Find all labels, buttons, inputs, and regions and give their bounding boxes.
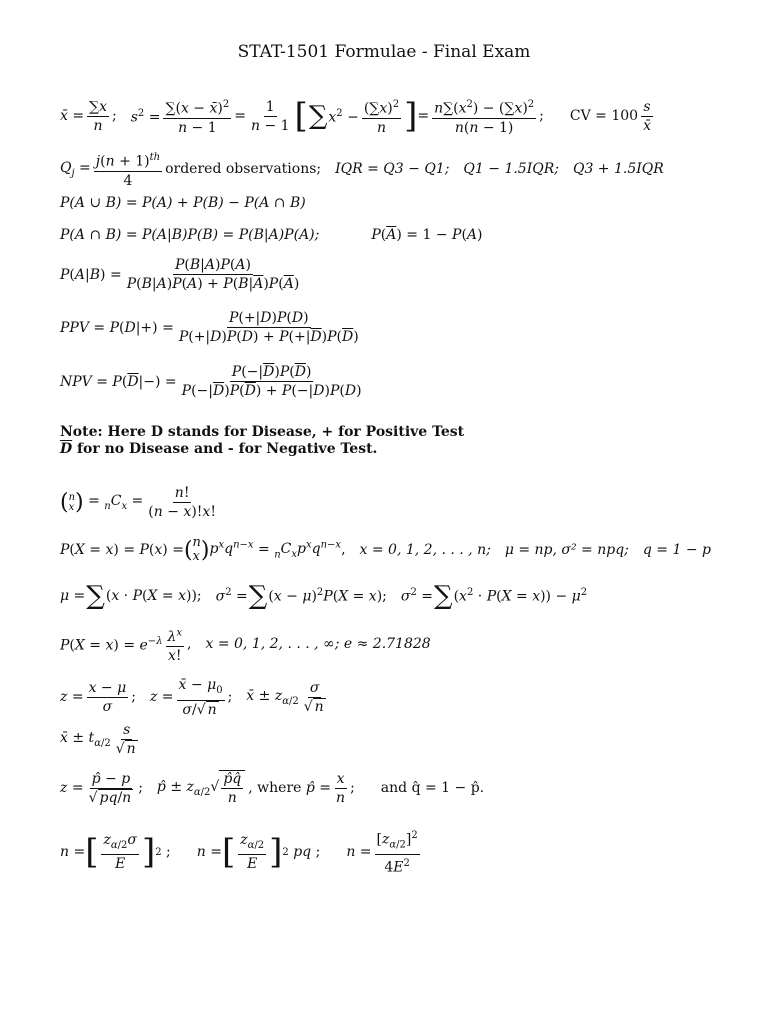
iqr-text: IQR = Q3 − Q1; [335, 161, 450, 178]
formula-poisson: $P(X = x) = e^{-\lambda}$ $\frac{\lambda^x}{x!}$ , x = 0, 1, 2, . . . , ∞; e ≈ 2.71828 [60, 627, 431, 664]
upper-fence-text: Q3 + 1.5IQR [572, 161, 664, 178]
formula-t-interval: x̄ ± $t_{\alpha/2}$ $\frac{s}{√ n}$ [60, 722, 136, 757]
formula-quartiles: $Q_j$ = $\frac{j(n + 1)^{th}}{4}$ ordered observations; IQR = Q3 − Q1; Q1 − 1.5IQR; Q3 + 1.5IQR [60, 152, 664, 189]
lower-fence-text: Q1 − 1.5IQR; [463, 161, 559, 178]
formula-sample-size: n = [ $\frac{z_{\alpha/2}\sigma}{E}$ ] 2 ; n = [ $\frac{z_{\alpha/2}}{E}$ ] 2 pq ; n = $\frac{[z_{\alpha/2}]^2}{4E^2}$ [60, 830, 418, 877]
formula-mean-variance: x̄ = $\frac{\sum x}{n}$ ; $s^2$ = $\frac{\sum(x - x̄)^2}{n - 1}$ = $\frac{1}{n - 1}$ [ ∑ $x^2$ − $\frac{(\sum x)^2}{n}$ ] = $\frac{n\sum(x^2) - (\sum x)^2}{n(n - 1)}$ ; CV = 100 $\frac{s}{x̄}$ [60, 96, 651, 137]
note-line-1: Note: Here D stands for Disease, + for Positive Test [60, 424, 465, 440]
formula-union: P(A ∪ B) = P(A) + P(B) − P(A ∩ B) [60, 195, 306, 211]
formula-ppv: PPV = P(D|+) = $\frac{P(+|D)P(D)}{P(+|D)P(D) + P(+|\overline{D})P(\overline{D})}$ [60, 310, 359, 345]
formula-proportion: z = $\frac{p̂ - p}{√ pq/n}$ ; p̂ ± $z_{\alpha/2}√$ $\frac{p̂q̂}{n}$ , where p̂ = $\frac{x}{n}$ ; and q̂ = 1 − p̂. [60, 770, 485, 806]
formula-bayes: P(A|B) = $\frac{P(B|A)P(A)}{P(B|A)P(A) + P(B|\overline{A})P(\overline{A})}$ [60, 257, 300, 292]
formula-combination: ( n x ) = $_nC_x$ = $\frac{n!}{(n - x)!x!}$ [60, 485, 216, 520]
quartile-text: ordered observations; [165, 161, 322, 178]
formula-intersection: P(A ∩ B) = P(A|B)P(B) = P(B|A)P(A); $P(\overline{A}) = 1 - P(A)$ [60, 227, 483, 243]
formula-binomial: P(X = x) = P(x) = ( n x ) $p^xq^{n-x} = _nC_xp^xq^{n-x}$, x = 0, 1, 2, . . . , n; μ = np, σ² = npq; q = 1 − p [60, 535, 711, 564]
formula-expectation: μ = ∑ (x · P(X = x)); $\sigma^2$ = ∑ $(x - \mu)^2P(X = x)$; $\sigma^2$ = ∑ $(x^2 \cdot P(X = x)) - \mu^2$ [60, 581, 588, 611]
formula-z-score: z = $\frac{x - \mu}{\sigma}$ ; z = $\frac{x̄ - \mu_0}{\sigma/√ n}$ ; x̄ ± $z_{\alpha/2}$ $\frac{\sigma}{√ n}$ [60, 677, 324, 718]
note-line-2: $\overline{D}$ for no Disease and - for Negative Test. [60, 441, 378, 457]
page-title: STAT-1501 Formulae - Final Exam [237, 42, 531, 62]
formula-npv: NPV = $P(\overline{D}|-)$ = $\frac{P(-|\overline{D})P(\overline{D})}{P(-|\overline{D})P(\overline{D}) + P(-|D)P(D)}$ [60, 364, 362, 399]
